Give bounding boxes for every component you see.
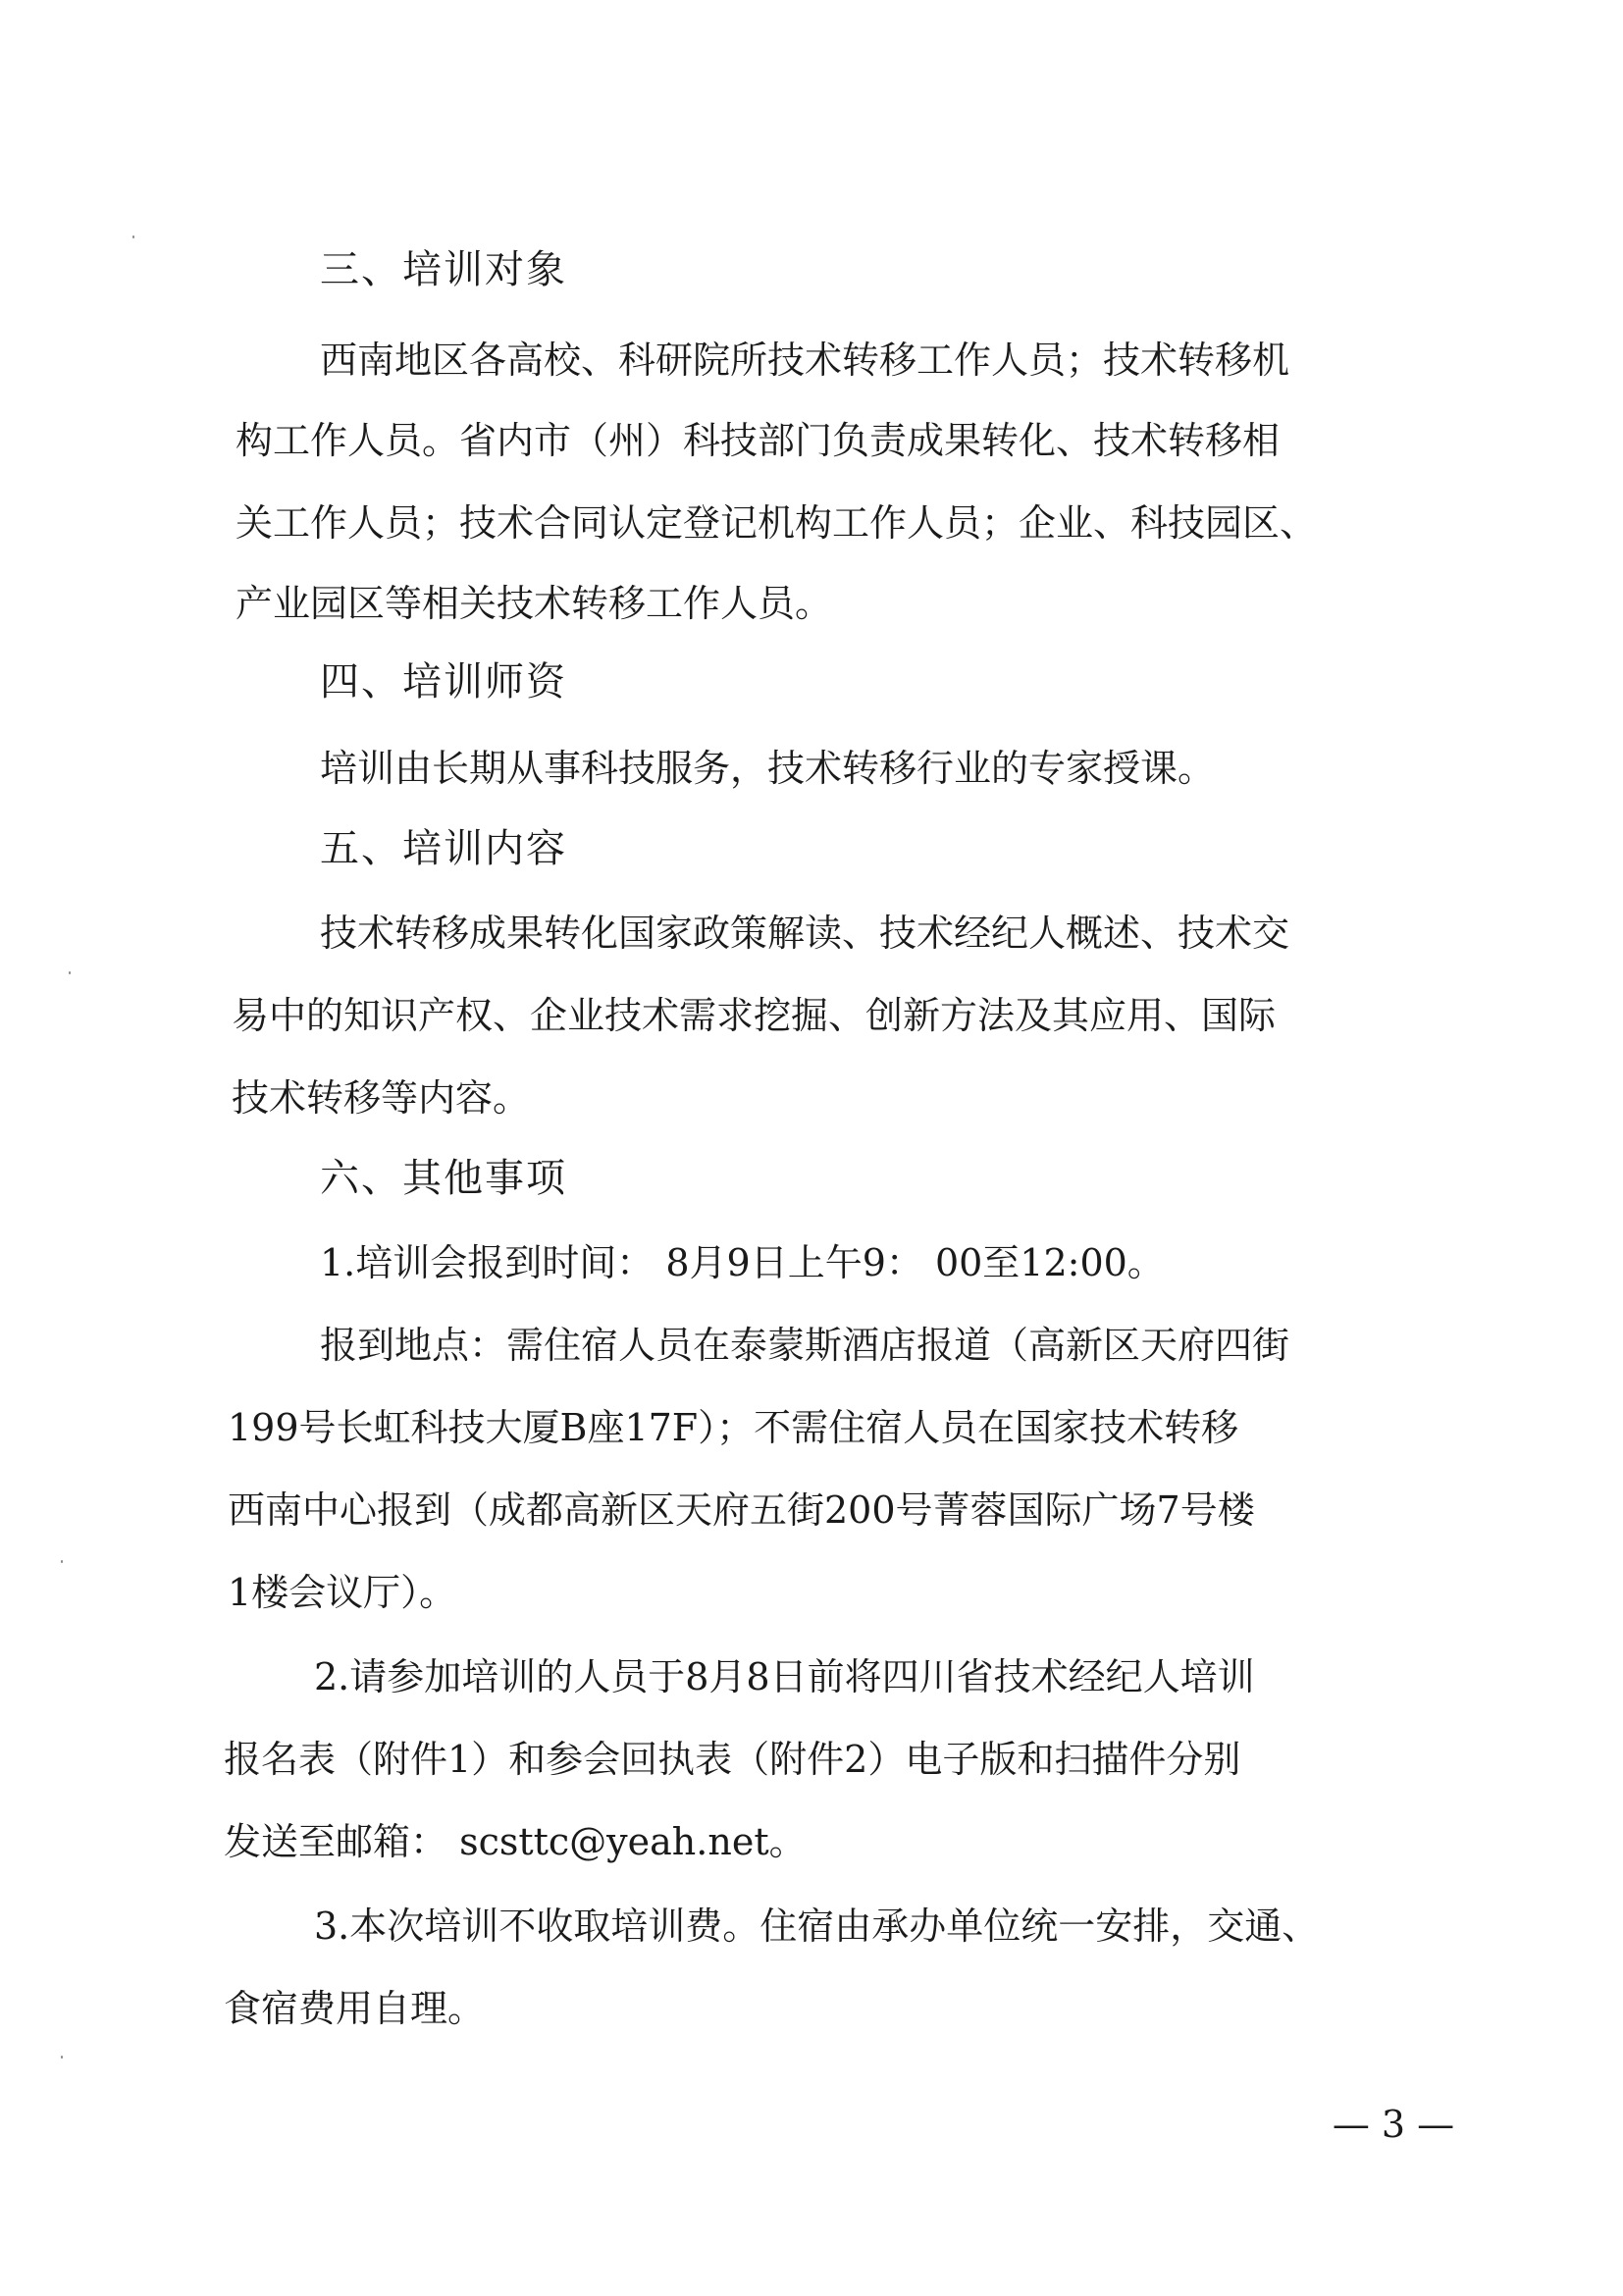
paragraph-line: 1.培训会报到时间： 8月9日上午9： 00至12:00。: [320, 1241, 1165, 1284]
scan-speck: [61, 1560, 63, 1563]
section-heading-content: 五、培训内容: [320, 826, 567, 871]
page-number: — 3 —: [1332, 2103, 1455, 2146]
paragraph-line: 199号长虹科技大厦B座17F）；不需住宿人员在国家技术转移: [228, 1406, 1239, 1449]
paragraph-line: 西南地区各高校、科研院所技术转移工作人员；技术转移机: [320, 339, 1290, 382]
paragraph-line: 培训由长期从事科技服务，技术转移行业的专家授课。: [320, 747, 1216, 790]
paragraph-line: 产业园区等相关技术转移工作人员。: [236, 582, 833, 625]
paragraph-line: 技术转移成果转化国家政策解读、技术经纪人概述、技术交: [320, 912, 1290, 955]
scan-speck: [69, 971, 71, 974]
section-heading-other-matters: 六、其他事项: [320, 1156, 567, 1201]
paragraph-line: 技术转移等内容。: [232, 1076, 531, 1120]
section-heading-instructors: 四、培训师资: [320, 659, 567, 704]
email-line: 发送至邮箱： scsttc@yeah.net。: [224, 1820, 807, 1863]
scan-speck: [132, 235, 134, 238]
paragraph-line: 关工作人员；技术合同认定登记机构工作人员；企业、科技园区、: [236, 501, 1318, 545]
paragraph-line: 1楼会议厅）。: [228, 1571, 457, 1614]
paragraph-line: 报名表（附件1）和参会回执表（附件2）电子版和扫描件分别: [224, 1738, 1241, 1781]
paragraph-line: 2.请参加培训的人员于8月8日前将四川省技术经纪人培训: [314, 1655, 1255, 1698]
paragraph-line: 构工作人员。省内市（州）科技部门负责成果转化、技术转移相: [236, 419, 1281, 462]
paragraph-line: 食宿费用自理。: [224, 1987, 486, 2030]
section-heading-audience: 三、培训对象: [320, 247, 567, 292]
paragraph-line: 易中的知识产权、企业技术需求挖掘、创新方法及其应用、国际: [232, 994, 1277, 1037]
paragraph-line: 3.本次培训不收取培训费。住宿由承办单位统一安排，交通、: [314, 1905, 1320, 1948]
paragraph-line: 西南中心报到（成都高新区天府五街200号菁蓉国际广场7号楼: [228, 1488, 1255, 1532]
paragraph-line: 报到地点：需住宿人员在泰蒙斯酒店报道（高新区天府四街: [320, 1324, 1290, 1367]
scan-speck: [61, 2056, 63, 2059]
